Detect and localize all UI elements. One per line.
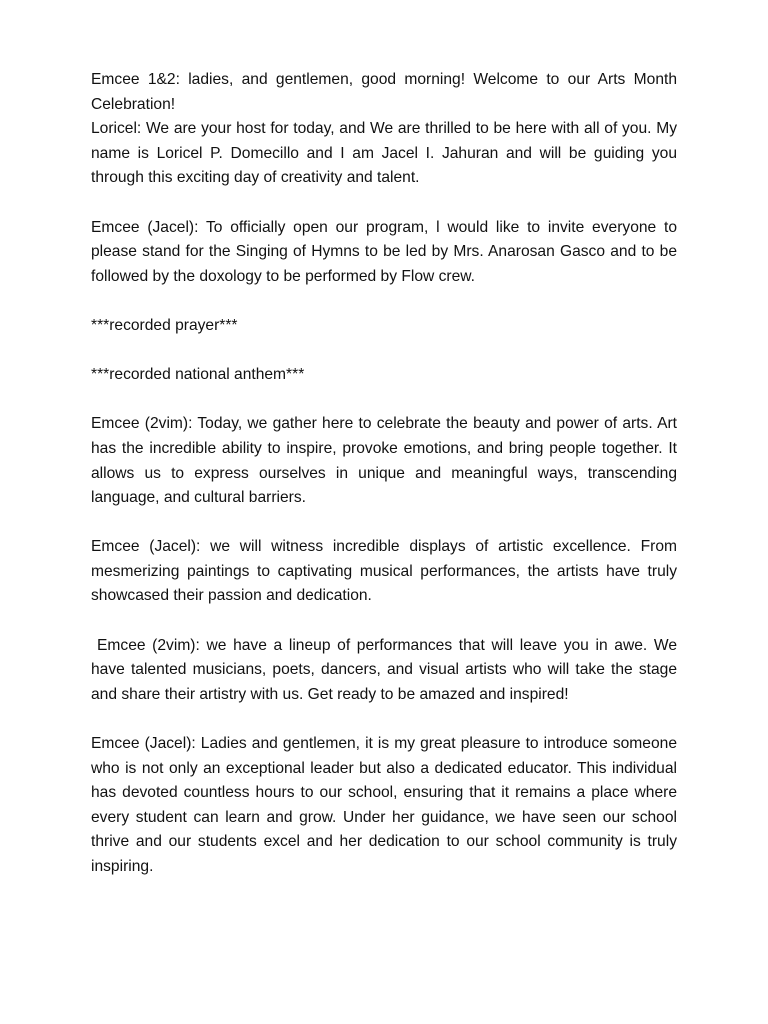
paragraph-host-intro: Loricel: We are your host for today, and We are thrilled to be here with all of you. My name is Loricel P. Domecillo and I am Jacel I. Jahuran and will be guiding you through this exciting day of creativity and talent.	[91, 120, 677, 187]
paragraph-performance-lineup: Emcee (2vim): we have a lineup of performances that will leave you in awe. We have talented musicians, poets, dancers, and visual artists who will take the stage and share their artistry with us. Get ready to be amazed and inspired!	[91, 636, 677, 703]
paragraph-program-opening: Emcee (Jacel): To officially open our program, l would like to invite everyone to please stand for the Singing of Hymns to be led by Mrs. Anarosan Gasco and to be followed by the doxology to be performed by Flow crew.	[91, 218, 677, 285]
paragraph-recorded-prayer: ***recorded prayer***	[91, 316, 238, 334]
document-body	[91, 68, 677, 904]
paragraph-recorded-anthem: ***recorded national anthem***	[91, 366, 305, 384]
paragraph-artistic-excellence: Emcee (Jacel): we will witness incredible displays of artistic excellence. From mesmerizing paintings to captivating musical performances, the artists have truly showcased their passion and dedication.	[91, 538, 677, 605]
paragraph-welcome: Emcee 1&2: ladies, and gentlemen, good morning! Welcome to our Arts Month Celebration!	[91, 71, 677, 113]
paragraph-speaker-introduction: Emcee (Jacel): Ladies and gentlemen, it is my great pleasure to introduce someone who is not only an exceptional leader but also a dedicated educator. This individual has devoted countless hours to our school, ensuring that it remains a place where every student can learn and grow. Under her guidance, we have seen our school thrive and our students excel and her dedication to our school community is truly inspiring.	[91, 735, 677, 875]
paragraph-arts-celebration: Emcee (2vim): Today, we gather here to celebrate the beauty and power of arts. Art has the incredible ability to inspire, provoke emotions, and bring people together. It allows us to express ourselves in unique and meaningful ways, transcending language, and cultural barriers.	[91, 415, 677, 507]
